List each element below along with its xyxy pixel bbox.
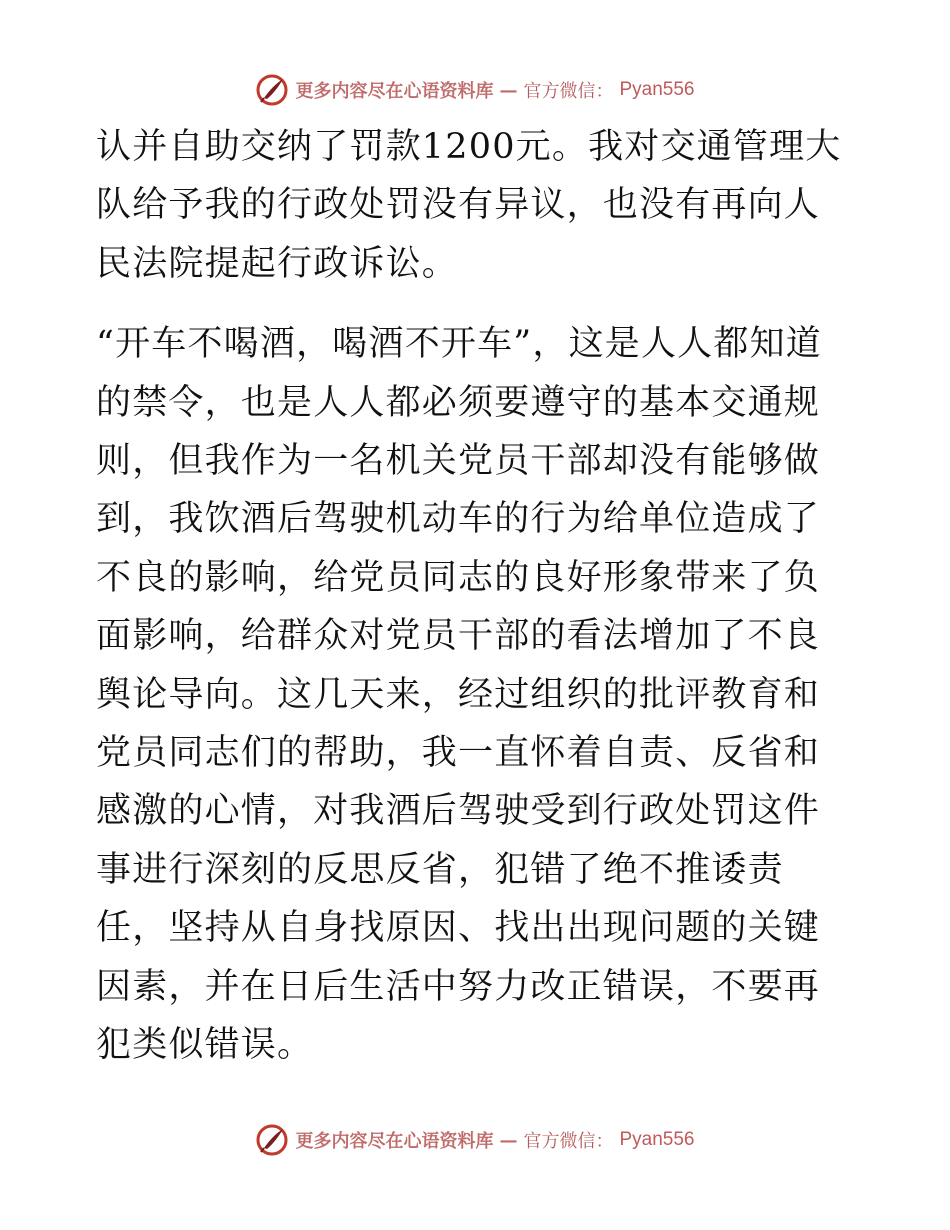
quill-pen-logo-icon	[255, 73, 289, 107]
banner-wechat-id: Pyan556	[619, 79, 695, 100]
banner-dash: —	[499, 1129, 518, 1151]
banner-wechat-label: 官方微信：	[523, 1131, 614, 1152]
quill-pen-logo-icon	[255, 1123, 289, 1157]
paragraph-2: “开车不喝酒，喝酒不开车”，这是人人都知道的禁令，也是人人都必须要遵守的基本交通规则，但我作为一名机关党员干部却没有能够做到，我饮酒后驾驶机动车的行为给单位造成了不良的影响，给党员同志的良好形象带来了负面影响，给群众对党员干部的看法增加了不良舆论导向。这几天来，经过组织的批评教育和党员同志们的帮助，我一直怀着自责、反省和感激的心情，对我酒后驾驶受到行政处罚这件事进行深刻的反思反省，犯错了绝不推诿责任，坚持从自身找原因、找出出现问题的关键因素，并在日后生活中努力改正错误，不要再犯类似错误。	[96, 324, 822, 1066]
document-body	[96, 118, 856, 1075]
paragraph-1: 认并自助交纳了罚款1200元。我对交通管理大队给予我的行政处罚没有异议，也没有再向人民法院提起行政诉讼。	[96, 127, 842, 284]
banner-dash: —	[499, 79, 518, 101]
banner-wechat-id: Pyan556	[619, 1129, 695, 1150]
footer-banner	[0, 1120, 950, 1160]
banner-wechat-label: 官方微信：	[523, 81, 614, 102]
header-banner	[0, 70, 950, 110]
banner-site-text: 更多内容尽在心语资料库	[295, 81, 494, 102]
banner-site-text: 更多内容尽在心语资料库	[295, 1131, 494, 1152]
